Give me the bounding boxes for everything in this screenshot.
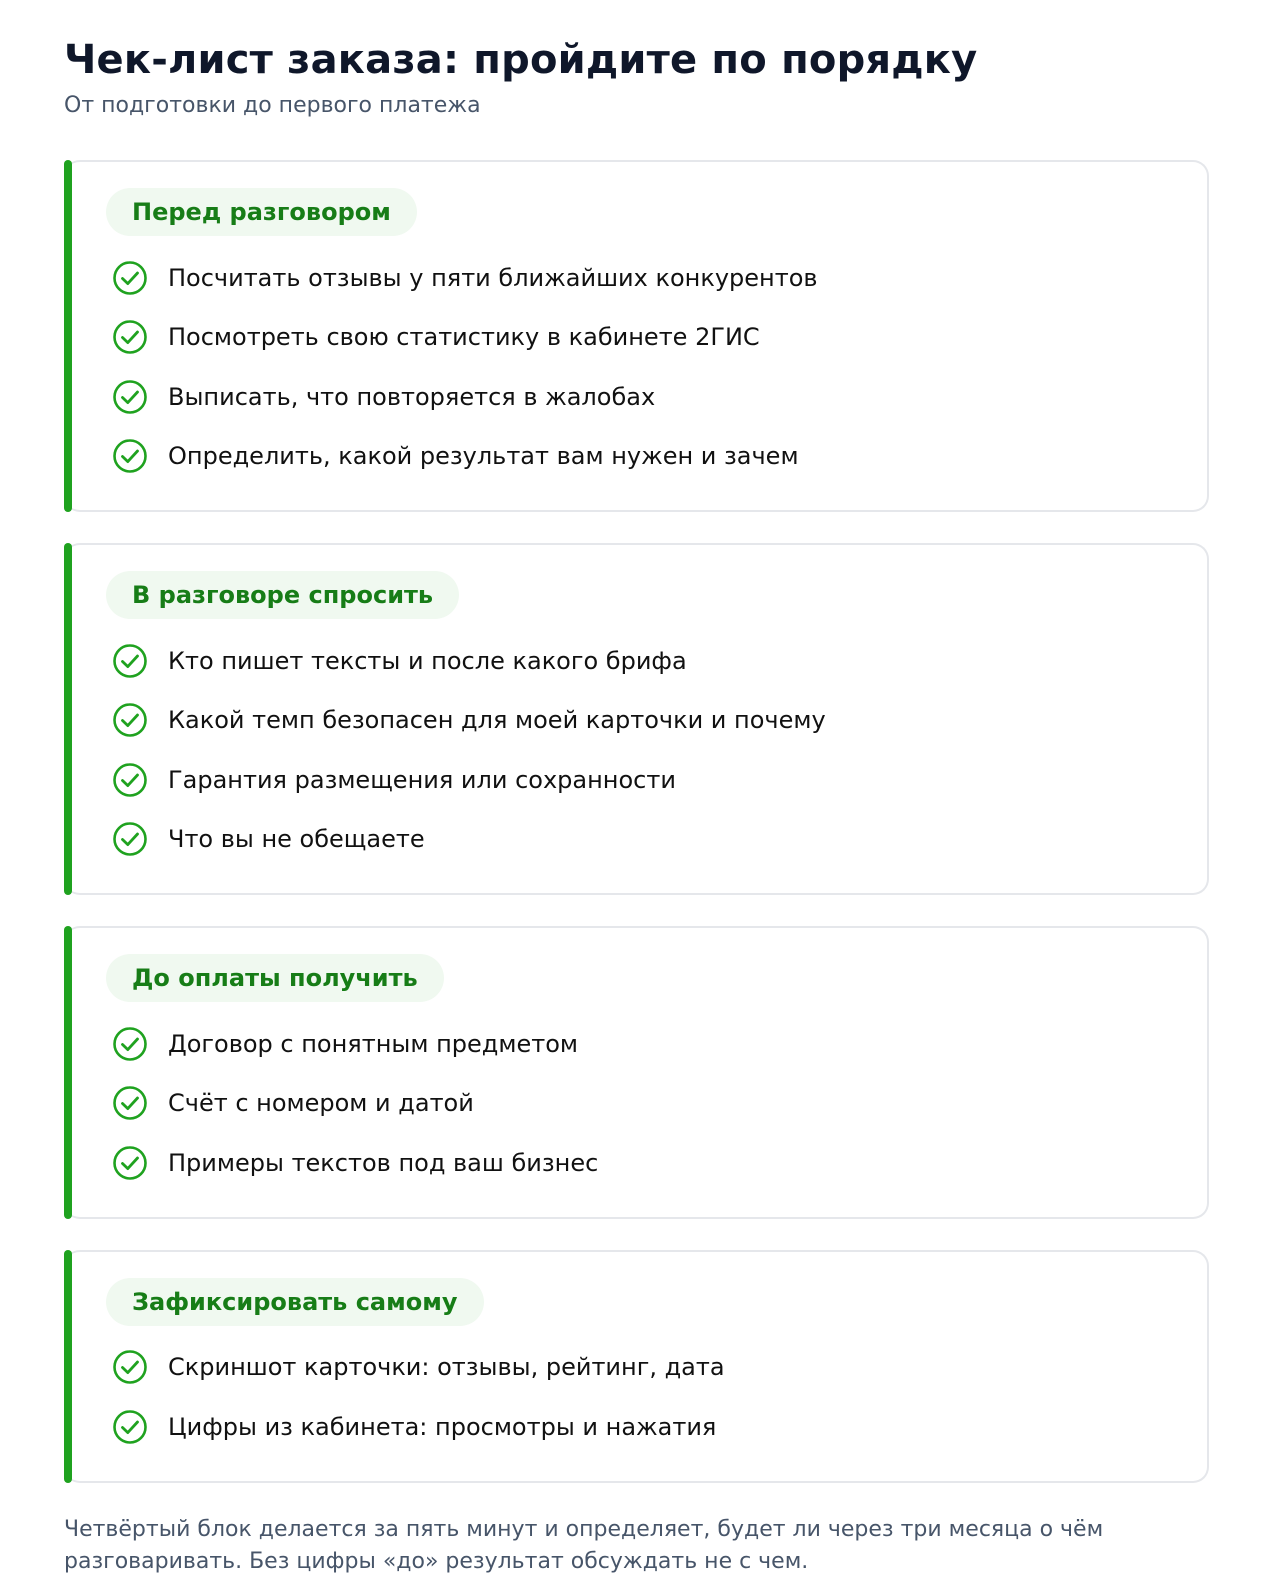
checklist-item <box>106 367 1167 427</box>
page-title: Чек-лист заказа: пройдите по порядку <box>64 37 978 83</box>
checklist-item-text: Посмотреть свою статистику в кабинете 2ГИС <box>168 323 760 352</box>
checklist-item-text: Гарантия размещения или сохранности <box>168 765 676 794</box>
check-circle-icon <box>112 702 148 738</box>
checklist-item-text: Посчитать отзывы у пяти ближайших конкурентов <box>168 263 818 292</box>
checklist-item-text: Кто пишет тексты и после какого брифа <box>168 646 687 675</box>
checklist-item <box>106 308 1167 368</box>
checklist-section <box>64 1250 1209 1483</box>
section-items <box>106 1338 1167 1457</box>
checklist-sections <box>64 160 1208 1483</box>
checklist-item-text: Определить, какой результат вам нужен и зачем <box>168 442 799 471</box>
check-circle-icon <box>112 260 148 296</box>
section-title-pill: Перед разговором <box>106 188 417 236</box>
checklist-item <box>106 750 1167 810</box>
checklist-item-text: Что вы не обещаете <box>168 825 425 854</box>
checklist-item-text: Договор с понятным предметом <box>168 1029 579 1058</box>
check-circle-icon <box>112 1349 148 1385</box>
check-circle-icon <box>112 1026 148 1062</box>
check-circle-icon <box>112 438 148 474</box>
section-items <box>106 248 1167 486</box>
checklist-item <box>106 1014 1167 1074</box>
check-circle-icon <box>112 379 148 415</box>
checklist-section <box>64 926 1209 1219</box>
section-items <box>106 1014 1167 1193</box>
checklist-item <box>106 1338 1167 1398</box>
page-subtitle: От подготовки до первого платежа <box>64 93 481 118</box>
checklist-item-text: Примеры текстов под ваш бизнес <box>168 1148 599 1177</box>
section-items <box>106 631 1167 869</box>
checklist-item <box>106 631 1167 691</box>
checklist-item <box>106 1397 1167 1457</box>
checklist-section <box>64 160 1209 512</box>
checklist-item <box>106 427 1167 487</box>
section-title-pill: До оплаты получить <box>106 954 444 1002</box>
checklist-item-text: Счёт с номером и датой <box>168 1089 474 1118</box>
checklist-item-text: Выписать, что повторяется в жалобах <box>168 382 656 411</box>
checklist-item <box>106 1074 1167 1134</box>
checklist-item <box>106 691 1167 751</box>
check-circle-icon <box>112 1409 148 1445</box>
checklist-item-text: Цифры из кабинета: просмотры и нажатия <box>168 1412 717 1441</box>
checklist-section <box>64 543 1209 895</box>
check-circle-icon <box>112 762 148 798</box>
section-title-pill: Зафиксировать самому <box>106 1278 484 1326</box>
section-title-pill: В разговоре спросить <box>106 571 459 619</box>
check-circle-icon <box>112 319 148 355</box>
check-circle-icon <box>112 821 148 857</box>
check-circle-icon <box>112 1085 148 1121</box>
footnote: Четвёртый блок делается за пять минут и определяет, будет ли через три месяца о чём разговаривать. Без цифры «до» результат обсуждать не с чем. <box>64 1516 1104 1574</box>
checklist-item <box>106 248 1167 308</box>
checklist-item-text: Скриншот карточки: отзывы, рейтинг, дата <box>168 1353 725 1382</box>
checklist-item <box>106 1133 1167 1193</box>
checklist-item-text: Какой темп безопасен для моей карточки и почему <box>168 706 826 735</box>
check-circle-icon <box>112 1145 148 1181</box>
checklist-item <box>106 810 1167 870</box>
check-circle-icon <box>112 643 148 679</box>
